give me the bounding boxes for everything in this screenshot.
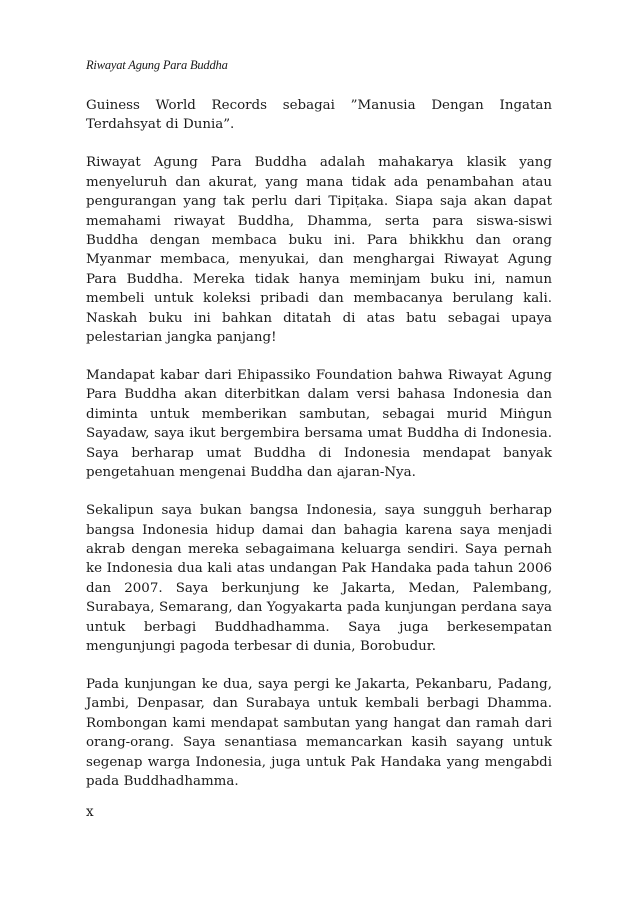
paragraph-5: Pada kunjungan ke dua, saya pergi ke Jakarta, Pekanbaru, Padang, Jambi, Denpasar, dan Surabaya untuk kembali berbagi Dhamma. Rombongan kami mendapat sambutan yang hangat dan ramah dari orang-orang. Saya senantiasa memancarkan kasih sayang untuk segenap warga Indonesia, juga untuk Pak Handaka yang mengabdi pada Buddhadhamma. xyxy=(86,676,552,789)
running-header: Riwayat Agung Para Buddha xyxy=(86,58,228,72)
document-page xyxy=(86,58,552,810)
page-number: x xyxy=(86,804,94,820)
paragraph-2: Riwayat Agung Para Buddha adalah mahakarya klasik yang menyeluruh dan akurat, yang mana tidak ada penambahan atau pengurangan yang tak perlu dari Tipiṭaka. Siapa saja akan dapat memahami riwayat Buddha, Dhamma, serta para siswa-siswi Buddha dengan membaca buku ini. Para bhikkhu dan orang Myanmar membaca, menyukai, dan menghargai Riwayat Agung Para Buddha. Mereka tidak hanya meminjam buku ini, namun membeli untuk koleksi pribadi dan membacanya berulang kali. Naskah buku ini bahkan ditatah di atas batu sebagai upaya pelestarian jangka panjang! xyxy=(86,155,552,346)
paragraph-3: Mandapat kabar dari Ehipassiko Foundation bahwa Riwayat Agung Para Buddha akan diterbitkan dalam versi bahasa Indonesia dan diminta untuk memberikan sambutan, sebagai murid Miṅgun Sayadaw, saya ikut bergembira bersama umat Buddha di Indonesia. Saya berharap umat Buddha di Indonesia mendapat banyak pengetahuan mengenai Buddha dan ajaran-Nya. xyxy=(86,368,552,481)
paragraph-1: Guiness World Records sebagai ”Manusia Dengan Ingatan Terdahsyat di Dunia”. xyxy=(86,98,552,133)
paragraph-4: Sekalipun saya bukan bangsa Indonesia, saya sungguh berharap bangsa Indonesia hidup damai dan bahagia karena saya menjadi akrab dengan mereka sebagaimana keluarga sendiri. Saya pernah ke Indonesia dua kali atas undangan Pak Handaka pada tahun 2006 dan 2007. Saya berkunjung ke Jakarta, Medan, Palembang, Surabaya, Semarang, dan Yogyakarta pada kunjungan perdana saya untuk berbagi Buddhadhamma. Saya juga berkesempatan mengunjungi pagoda terbesar di dunia, Borobudur. xyxy=(86,503,552,654)
